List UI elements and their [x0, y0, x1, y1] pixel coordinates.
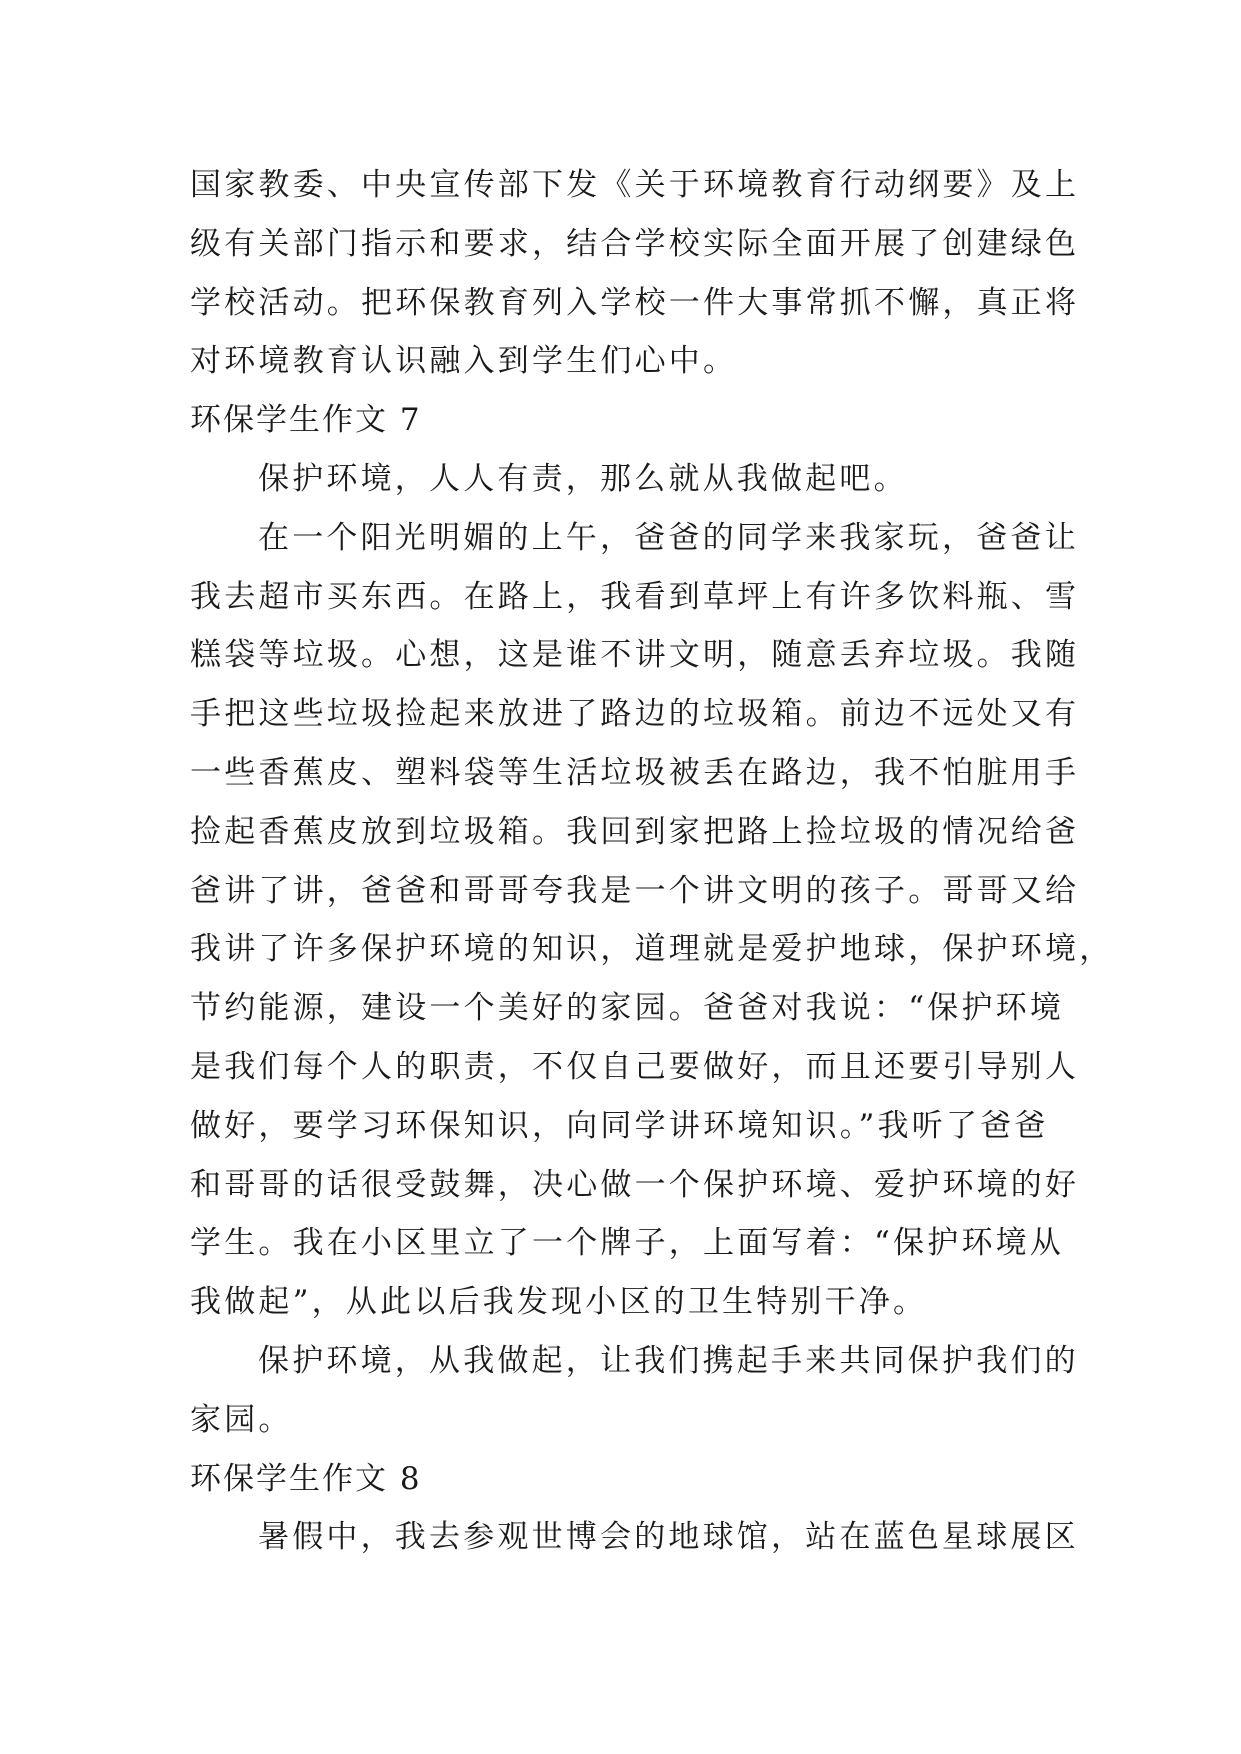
text-line: 节约能源，建设一个美好的家园。爸爸对我说：“保护环境	[190, 990, 1065, 1027]
text-line: 我去超市买东西。在路上，我看到草坪上有许多饮料瓶、雪	[190, 578, 1080, 615]
text-line: 手把这些垃圾捡起来放进了路边的垃圾箱。前边不远处又有	[190, 696, 1080, 733]
text-line: 我讲了许多保护环境的知识，道理就是爱护地球，保护环境，	[190, 931, 1114, 968]
text-line: 对环境教育认识融入到学生们心中。	[190, 343, 738, 380]
text-line: 糕袋等垃圾。心想，这是谁不讲文明，随意丢弃垃圾。我随	[190, 637, 1080, 674]
text-line: 做好，要学习环保知识，向同学讲环境知识。”我听了爸爸	[190, 1107, 1049, 1144]
text-line: 和哥哥的话很受鼓舞，决心做一个保护环境、爱护环境的好	[190, 1166, 1080, 1203]
document-page	[190, 156, 1114, 1567]
text-line: 我做起”，从此以后我发现小区的卫生特别干净。	[190, 1284, 928, 1321]
text-line: 家园。	[190, 1401, 293, 1438]
text-line: 学生。我在小区里立了一个牌子，上面写着：“保护环境从	[190, 1225, 1065, 1262]
text-line: 暑假中，我去参观世博会的地球馆，站在蓝色星球展区	[258, 1519, 1079, 1556]
section-heading: 环保学生作文 8	[190, 1460, 422, 1497]
text-line: 爸讲了讲，爸爸和哥哥夸我是一个讲文明的孩子。哥哥又给	[190, 872, 1080, 909]
text-line: 级有关部门指示和要求，结合学校实际全面开展了创建绿色	[190, 225, 1080, 262]
text-line: 一些香蕉皮、塑料袋等生活垃圾被丢在路边，我不怕脏用手	[190, 754, 1080, 791]
text-line: 保护环境，人人有责，那么就从我做起吧。	[258, 460, 908, 497]
text-line: 学校活动。把环保教育列入学校一件大事常抓不懈，真正将	[190, 284, 1080, 321]
text-line: 捡起香蕉皮放到垃圾箱。我回到家把路上捡垃圾的情况给爸	[190, 813, 1080, 850]
text-line: 保护环境，从我做起，让我们携起手来共同保护我们的	[258, 1342, 1079, 1379]
text-line: 是我们每个人的职责，不仅自己要做好，而且还要引导别人	[190, 1048, 1080, 1085]
section-heading: 环保学生作文 7	[190, 402, 422, 439]
text-line: 国家教委、中央宣传部下发《关于环境教育行动纲要》及上	[190, 167, 1080, 203]
text-line: 在一个阳光明媚的上午，爸爸的同学来我家玩，爸爸让	[258, 519, 1079, 556]
